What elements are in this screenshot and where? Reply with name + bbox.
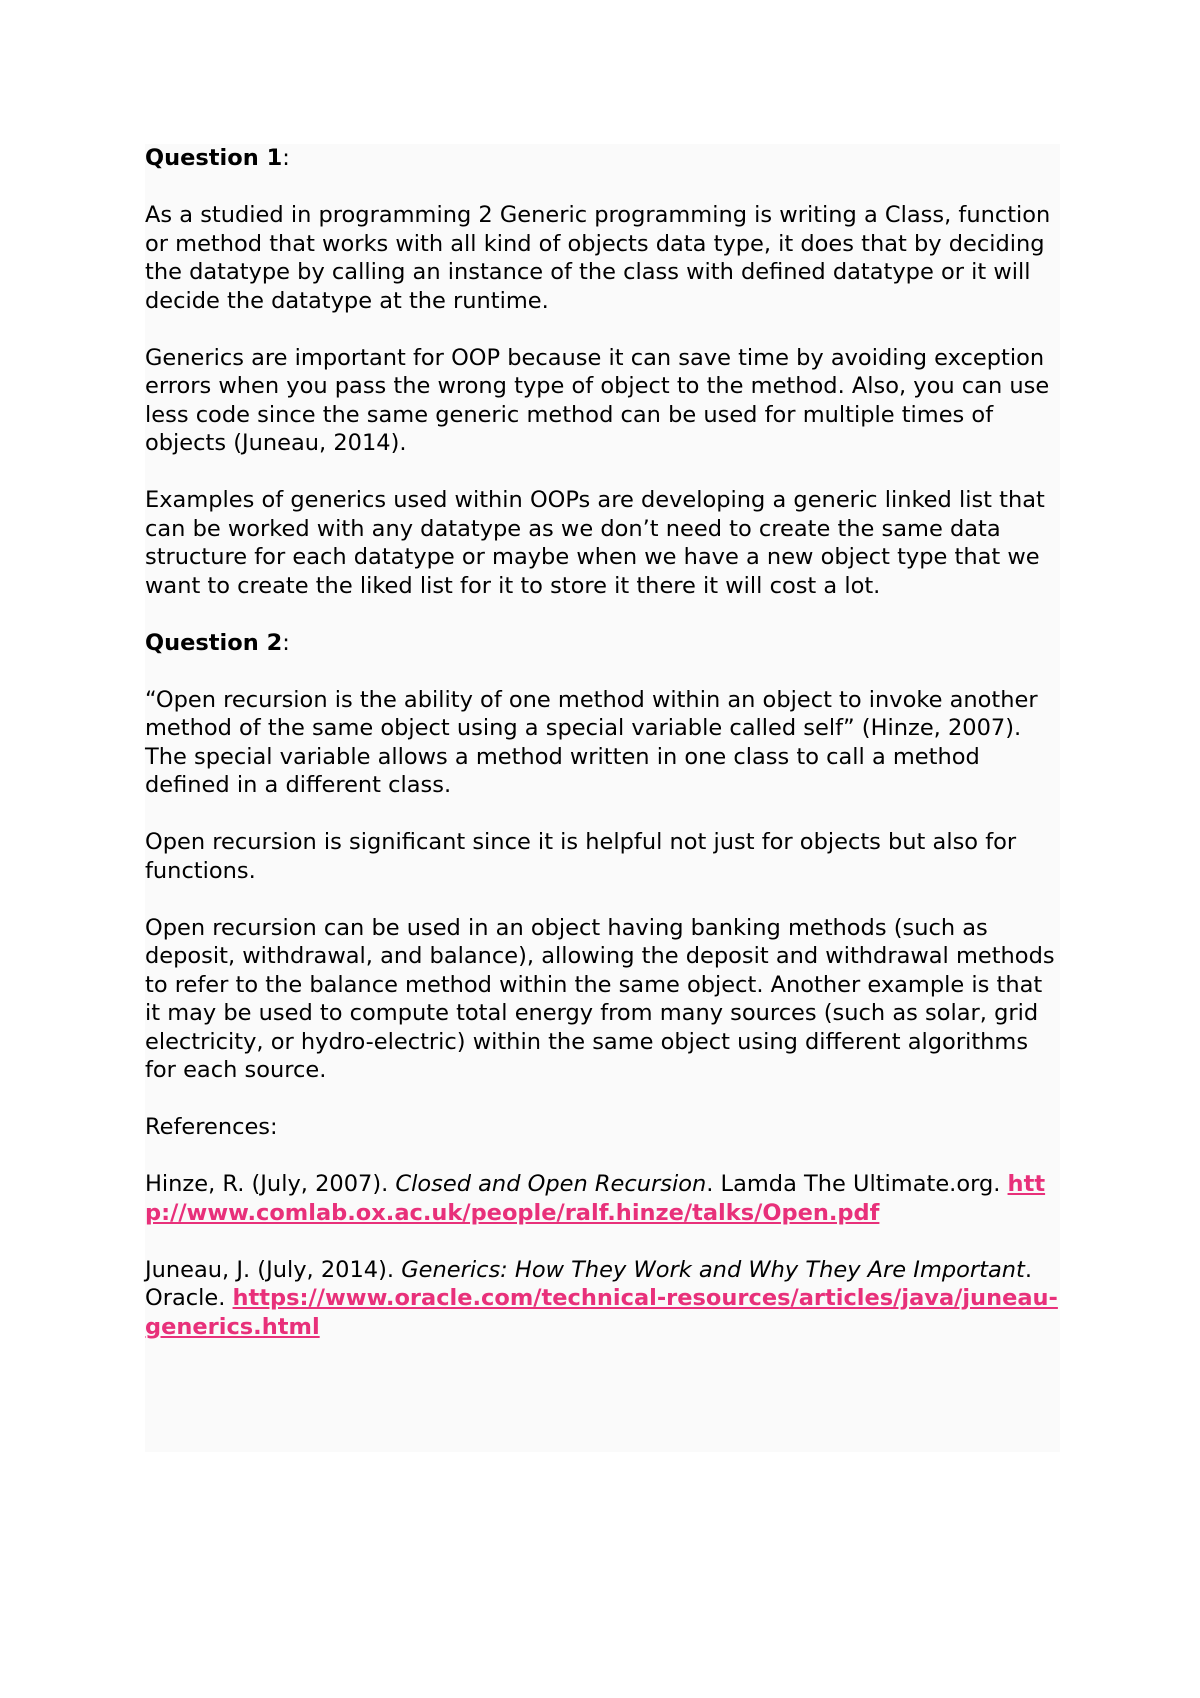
question-2-paragraph: Open recursion can be used in an object having banking methods (such as deposit, withdrawal, and balance), allowing the deposit and withdrawal methods to refer to the balance method within the same object. Another example is that it may be used to compute total energy from many sources (such as solar, grid electricity, or hydro-electric) within the same object using different algorithms for each source.	[145, 914, 1055, 1083]
question-2-paragraph: Open recursion is significant since it is helpful not just for objects but also for functions.	[145, 829, 1017, 884]
reference-entry	[145, 1256, 1060, 1342]
reference-link[interactable]: http://www.comlab.ox.ac.uk/people/ralf.hinze/talks/Open.pdf	[145, 1171, 1046, 1226]
question-1-heading	[145, 144, 1060, 173]
question-2-heading	[145, 629, 1060, 658]
question-1-paragraph: Examples of generics used within OOPs are developing a generic linked list that can be worked with any datatype as we don’t need to create the same data structure for each datatype or maybe when we have a new object type that we want to create the liked list for it to store it there it will cost a lot.	[145, 487, 1045, 599]
reference-title: Closed and Open Recursion	[395, 1171, 707, 1197]
reference-author: Hinze, R. (July, 2007).	[145, 1171, 396, 1197]
question-1-colon: :	[282, 145, 290, 171]
question-1-paragraph: Generics are important for OOP because it can save time by avoiding exception errors when you pass the wrong type of object to the method. Also, you can use less code since the same generic method can be used for multiple times of objects (Juneau, 2014).	[145, 344, 1050, 456]
reference-link[interactable]: https://www.oracle.com/technical-resources/articles/java/juneau-generics.html	[145, 1285, 1058, 1340]
references-heading: References:	[145, 1114, 278, 1140]
reference-title: Generics: How They Work and Why They Are Important	[401, 1256, 1025, 1283]
reference-publisher: . Oracle.	[145, 1256, 1033, 1311]
reference-author: Juneau, J. (July, 2014).	[145, 1256, 402, 1283]
reference-publisher: . Lamda The Ultimate.org.	[706, 1171, 1008, 1197]
question-2-paragraph: “Open recursion is the ability of one method within an object to invoke another method of the same object using a special variable called self” (Hinze, 2007). The special variable allows a method written in one class to call a method defined in a different class.	[145, 686, 1038, 798]
question-1-label: Question 1	[145, 145, 283, 171]
question-2-colon: :	[282, 629, 290, 656]
question-2-label: Question 2	[145, 629, 283, 656]
question-1-paragraph: As a studied in programming 2 Generic programming is writing a Class, function or method that works with all kind of objects data type, it does that by deciding the datatype by calling an instance of the class with defined datatype or it will decide the datatype at the runtime.	[145, 202, 1051, 314]
reference-entry	[145, 1170, 1060, 1227]
document-body	[145, 144, 1060, 1452]
